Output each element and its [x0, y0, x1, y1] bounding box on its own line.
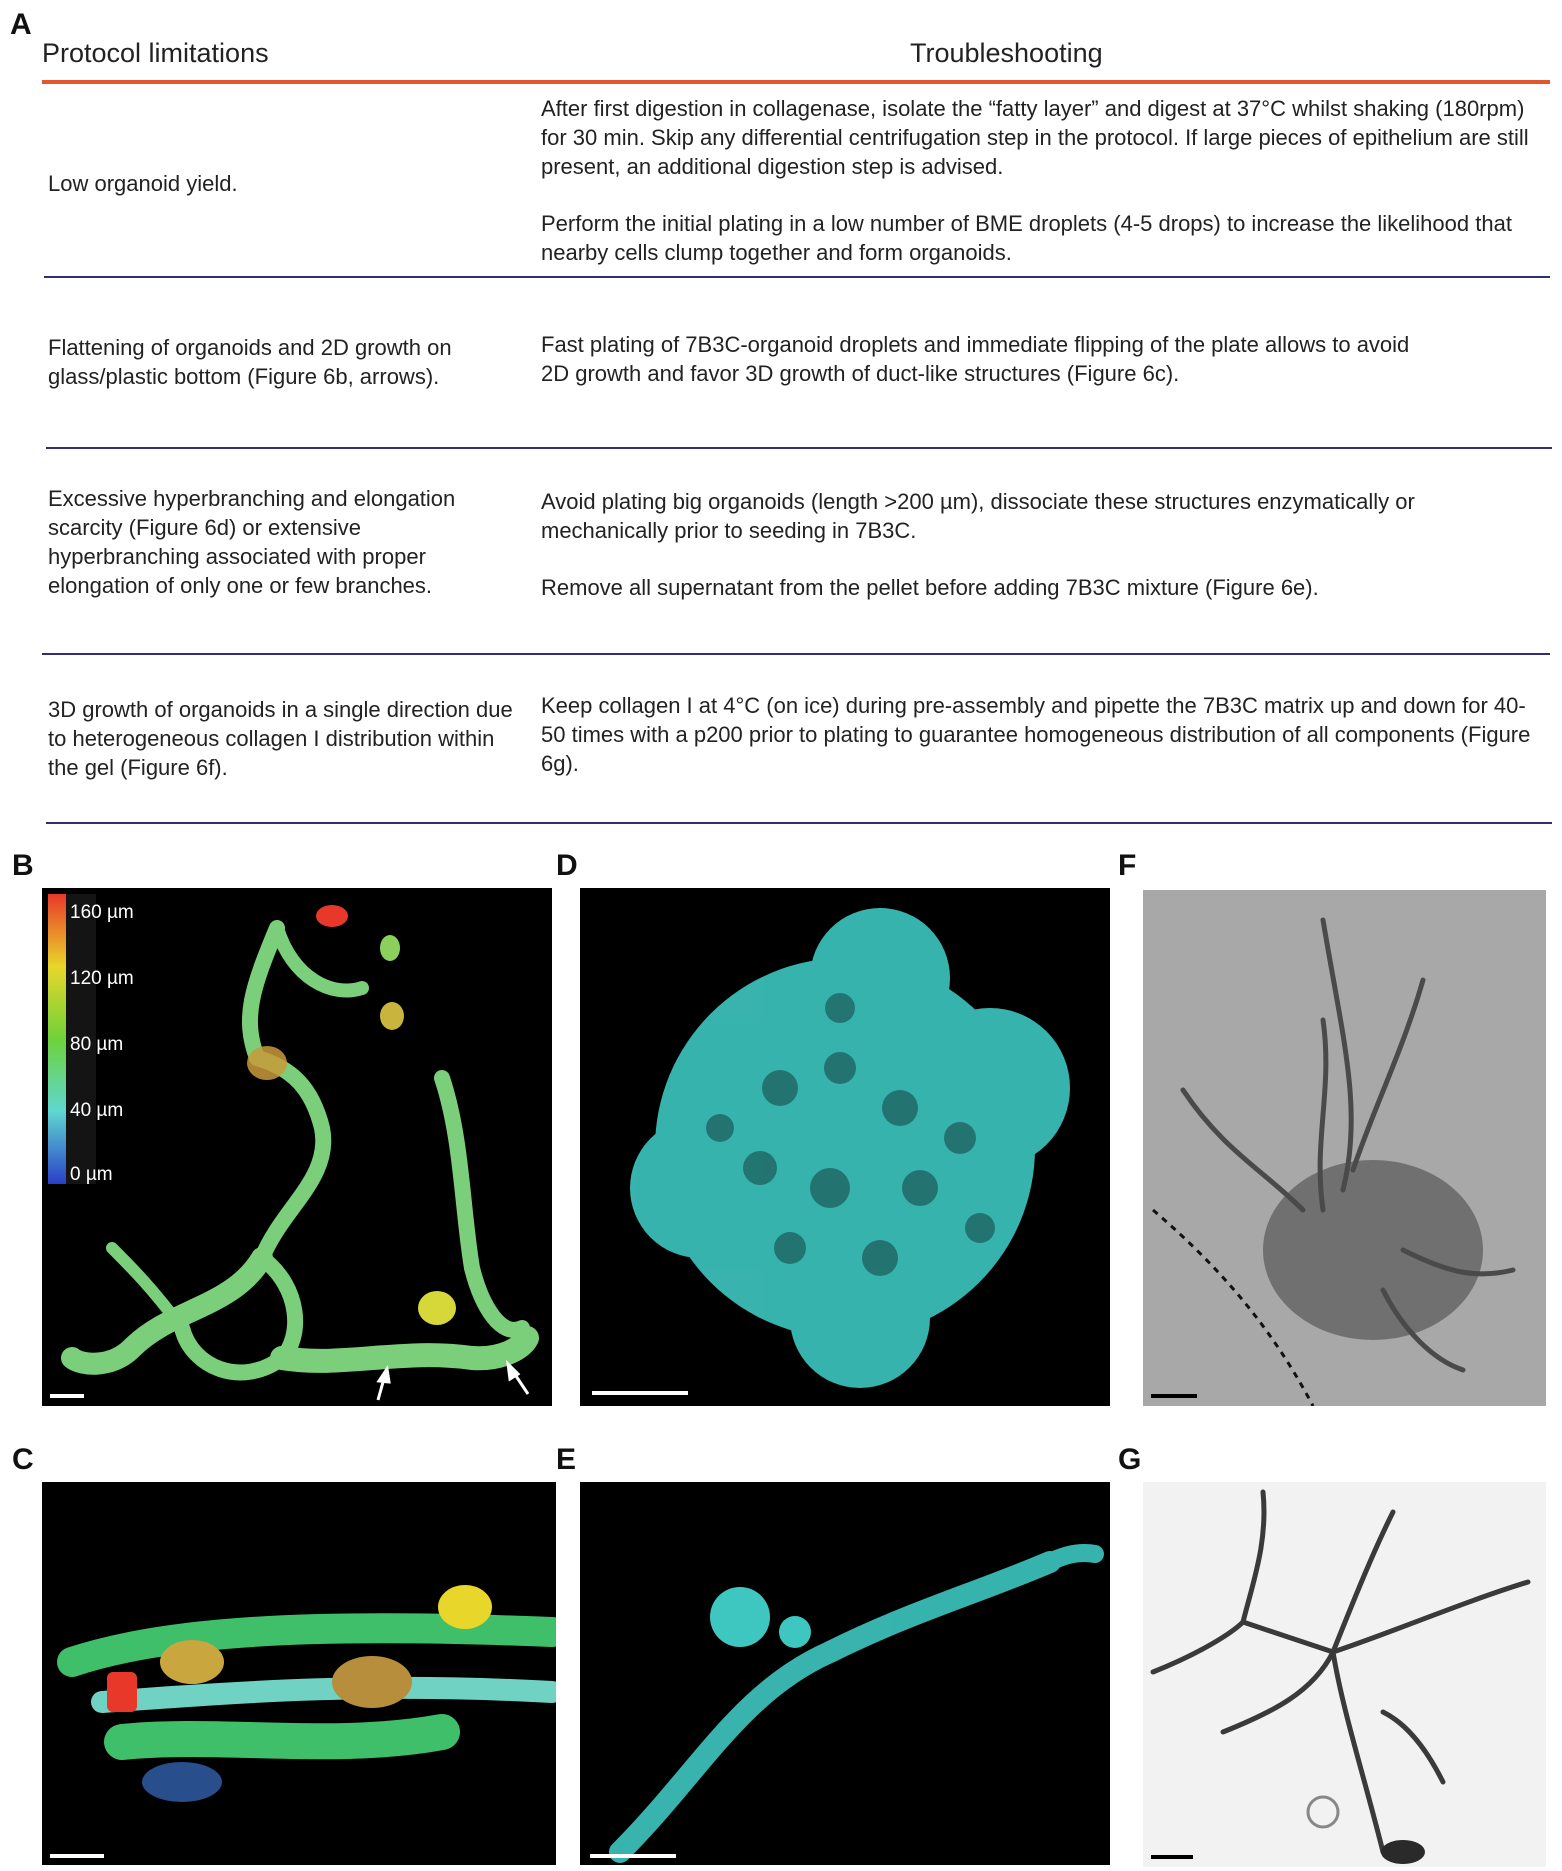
blue-region: [142, 1762, 222, 1802]
header-troubleshooting: Troubleshooting: [910, 38, 1103, 68]
cyan-bud-2: [779, 1616, 811, 1648]
row-4-fix-1: Keep collagen I at 4°C (on ice) during pre-assembly and pipette the 7B3C matrix up and down for 40-50 times with a p200 prior to plating to guarantee homogeneous distribution of all components (Figure 6g).: [541, 693, 1531, 776]
header-protocol-limitations: Protocol limitations: [42, 38, 269, 68]
row-3-fix-1: Avoid plating big organoids (length >200 µm), dissociate these structures enzymatically or mechanically prior to seeding in 7B3C.: [541, 489, 1415, 543]
row-2-troubleshooting: [541, 330, 1441, 388]
row-2-limitation: Flattening of organoids and 2D growth on glass/plastic bottom (Figure 6b, arrows).: [48, 335, 452, 389]
row-divider-4: [46, 822, 1552, 824]
row-2-fix-1: Fast plating of 7B3C-organoid droplets and immediate flipping of the plate allows to avoid 2D growth and favor 3D growth of duct-like structures (Figure 6c).: [541, 332, 1410, 386]
row-4-troubleshooting: [541, 691, 1546, 778]
green-bud: [380, 935, 400, 961]
panel-label-a: A: [10, 8, 32, 41]
elongated-organoid-structure: [72, 1628, 552, 1742]
red-bud: [107, 1672, 137, 1712]
dark-bud: [1381, 1840, 1425, 1864]
panel-c-side-view-organoid-image: [42, 1482, 556, 1865]
yellow-bud: [380, 1002, 404, 1030]
panel-e-elongated-organoid-image: [580, 1482, 1110, 1865]
row-3-fix-2: Remove all supernatant from the pellet before adding 7B3C mixture (Figure 6e).: [541, 575, 1319, 600]
row-divider-1: [44, 276, 1550, 278]
yellow-bud-2: [418, 1291, 456, 1325]
row-1-troubleshooting: [541, 94, 1551, 267]
row-1-limitation: Low organoid yield.: [48, 171, 238, 196]
branch-outlines: [1153, 1492, 1528, 1852]
row-divider-2: [46, 447, 1552, 449]
red-bud: [316, 905, 348, 927]
colorbar-label-40: 40 µm: [70, 1100, 124, 1121]
row-3-troubleshooting: [541, 487, 1546, 602]
panel-label-e: E: [556, 1443, 577, 1476]
panel-label-c: C: [12, 1443, 34, 1476]
orange-bud: [160, 1640, 224, 1684]
cyan-duct-structure: [620, 1553, 1095, 1852]
colorbar-label-80: 80 µm: [70, 1034, 124, 1055]
colorbar-label-160: 160 µm: [70, 902, 134, 923]
branching-organoid-structure: [72, 928, 527, 1372]
floating-debris: [1308, 1797, 1338, 1827]
colorbar-label-0: 0 µm: [70, 1164, 113, 1185]
row-divider-3: [42, 653, 1550, 655]
colorbar-label-120: 120 µm: [70, 968, 134, 989]
panel-f-brightfield-organoid-image: [1143, 890, 1546, 1406]
row-3-limitation: Excessive hyperbranching and elongation scarcity (Figure 6d) or extensive hyperbranching associated with proper elongation of only one or few branches.: [48, 486, 456, 598]
dense-branching-core: [1263, 1160, 1483, 1340]
panel-label-b: B: [12, 849, 34, 882]
cyan-bud: [710, 1587, 770, 1647]
panel-label-g: G: [1118, 1443, 1142, 1476]
yellow-bud: [438, 1585, 492, 1629]
panel-g-brightfield-organoid-image: [1143, 1482, 1546, 1867]
orange-bud: [247, 1046, 287, 1080]
row-4-limitation: 3D growth of organoids in a single direction due to heterogeneous collagen I distribution within the gel (Figure 6f).: [48, 697, 513, 780]
panel-d-hyperbranched-organoid-image: [580, 888, 1110, 1406]
panel-label-d: D: [556, 849, 578, 882]
panel-b-depth-coded-organoid-image: [42, 888, 552, 1406]
row-1-fix-1: After first digestion in collagenase, isolate the “fatty layer” and digest at 37°C whilst shaking (180rpm) for 30 min. Skip any differential centrifugation step in the protocol. If large pieces of epithelium are still present, an additional digestion step is advised.: [541, 96, 1529, 179]
brown-bud: [332, 1656, 412, 1708]
arrow-icon: [378, 1364, 528, 1400]
header-rule: [42, 80, 1550, 84]
panel-label-f: F: [1118, 849, 1137, 882]
row-1-fix-2: Perform the initial plating in a low number of BME droplets (4-5 drops) to increase the likelihood that nearby cells clump together and form organoids.: [541, 211, 1512, 265]
cyan-hyperbranched-cluster: [630, 908, 1070, 1388]
